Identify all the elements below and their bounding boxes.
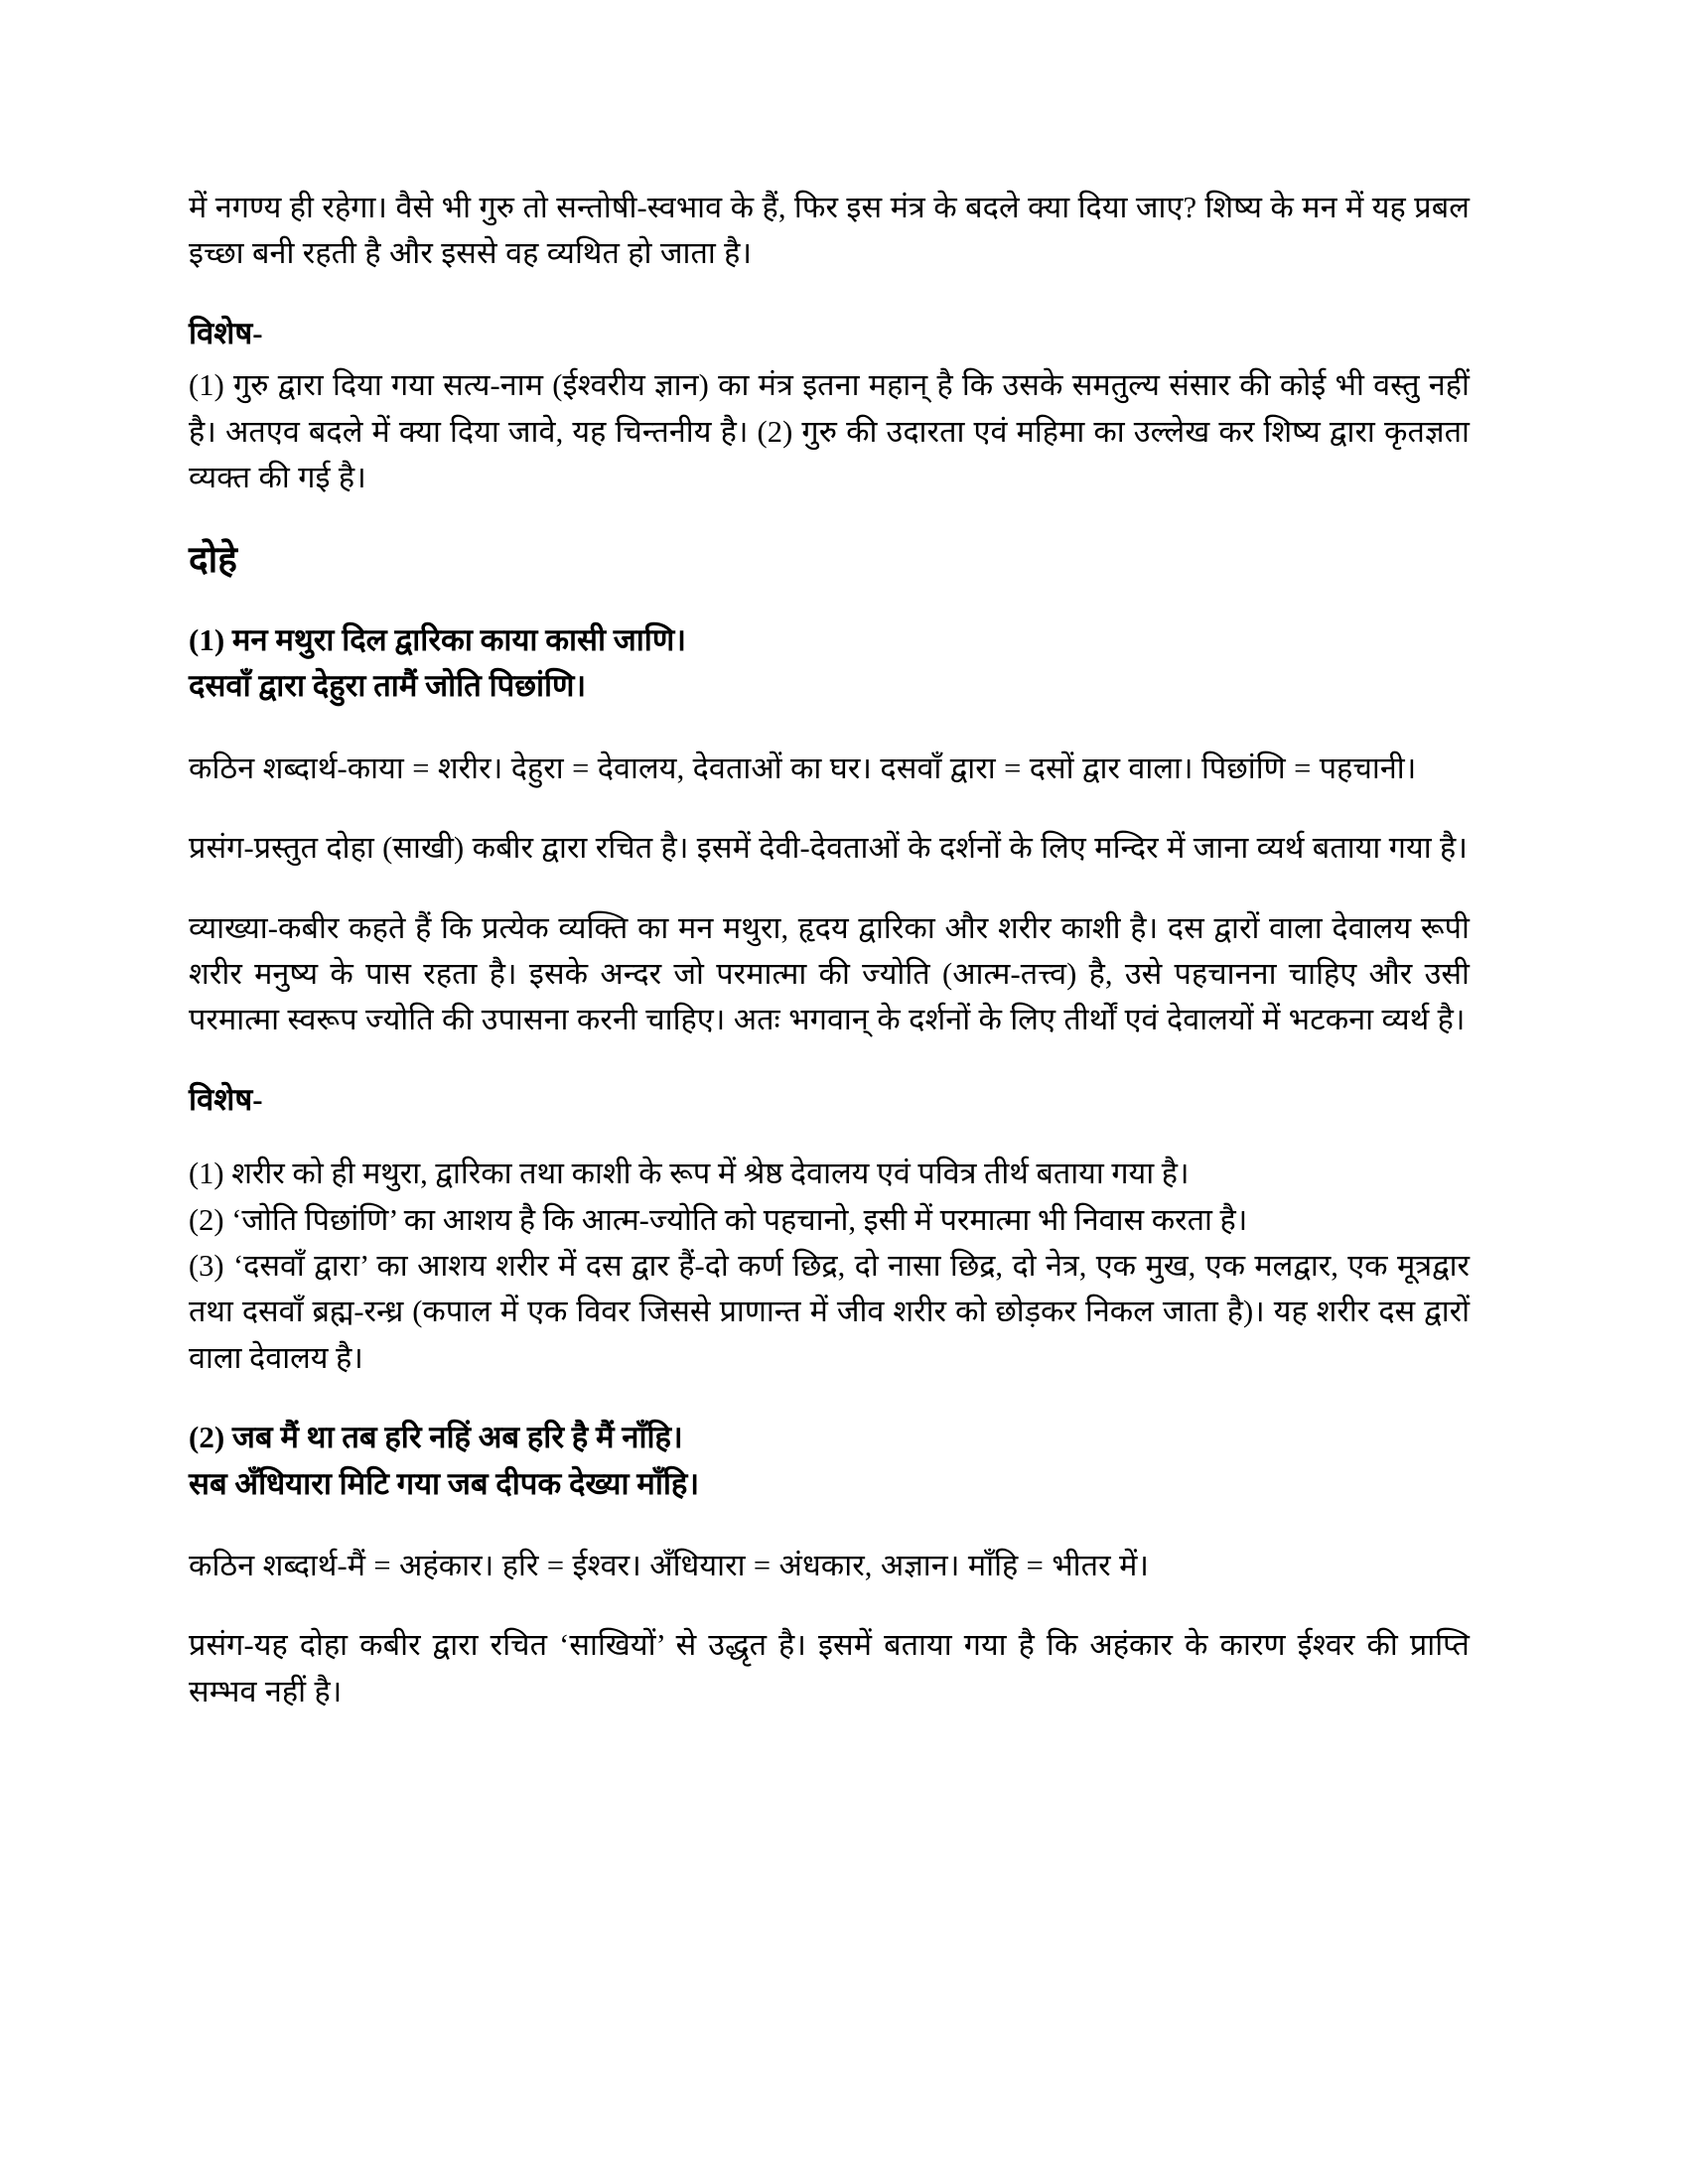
doha-2-prasang: प्रसंग-यह दोहा कबीर द्वारा रचित ‘साखियों’ से उद्धृत है। इसमें बताया गया है कि अहंकार के कारण ईश्वर की प्राप्ति सम्भव नहीं है। xyxy=(189,1628,1470,1708)
doha-1-vyakhya: व्याख्या-कबीर कहते हैं कि प्रत्येक व्यक्ति का मन मथुरा, हृदय द्वारिका और शरीर काशी है। दस द्वारों वाला देवालय रूपी शरीर मनुष्य के पास रहता है। इसके अन्दर जो परमात्मा की ज्योति (आत्म-तत्त्व) है, उसे पहचानना चाहिए और उसी परमात्मा स्वरूप ज्योति की उपासना करनी चाहिए। अतः भगवान् के दर्शनों के लिए तीर्थों एवं देवालयों में भटकना व्यर्थ है। xyxy=(189,910,1470,1037)
spacer xyxy=(189,1129,1470,1151)
vishesh-2-list xyxy=(189,1151,1470,1381)
dohe-section-heading: दोहे xyxy=(189,540,237,582)
vishesh-heading-1: विशेष- xyxy=(189,315,263,350)
doha-1-line-1: (1) मन मथुरा दिल द्वारिका काया कासी जाणि। xyxy=(189,621,686,657)
doha-2-couplet xyxy=(189,1415,1470,1507)
doha-2-line-2: सब अँधियारा मिटि गया जब दीपक देख्या माँहि। xyxy=(189,1465,700,1501)
doha-2-line-1: (2) जब मैं था तब हरि नहिं अब हरि है मैं नाँहि। xyxy=(189,1420,683,1455)
doha-1-prasang: प्रसंग-प्रस्तुत दोहा (साखी) कबीर द्वारा रचित है। इसमें देवी-देवताओं के दर्शनों के लिए मन्दिर में जाना व्यर्थ बताया गया है। xyxy=(189,831,1468,866)
vishesh-2-item-1: (1) शरीर को ही मथुरा, द्वारिका तथा काशी के रूप में श्रेष्ठ देवालय एवं पवित्र तीर्थ बताया गया है। xyxy=(189,1157,1190,1191)
vishesh-2-item-2: (2) ‘जोति पिछांणि’ का आशय है कि आत्म-ज्योति को पहचानो, इसी में परमात्मा भी निवास करता है। xyxy=(189,1202,1248,1237)
vishesh-heading-2: विशेष- xyxy=(189,1081,263,1117)
intro-paragraph: में नगण्य ही रहेगा। वैसे भी गुरु तो सन्तोषी-स्वभाव के हैं, फिर इस मंत्र के बदले क्या दिया जाए? शिष्य के मन में यह प्रबल इच्छा बनी रहती है और इससे वह व्यथित हो जाता है। xyxy=(189,191,1470,271)
page-content xyxy=(189,185,1470,1748)
doha-1-line-2: दसवाँ द्वारा देहुरा तामैं जोति पिछांणि। xyxy=(189,668,587,704)
vishesh-2-item-3: (3) ‘दसवाँ द्वारा’ का आशय शरीर में दस द्वार हैं-दो कर्ण छिद्र, दो नासा छिद्र, दो नेत्र, एक मुख, एक मलद्वार, एक मूत्रद्वार तथा दसवाँ ब्रह्म-रन्ध्र (कपाल में एक विवर जिससे प्राणान्त में जीव शरीर को छोड़कर निकल जाता है)। यह शरीर दस द्वारों वाला देवालय है। xyxy=(189,1248,1470,1375)
doha-2-shabdarth: कठिन शब्दार्थ-मैं = अहंकार। हरि = ईश्वर। अँधियारा = अंधकार, अज्ञान। माँहि = भीतर में। xyxy=(189,1549,1150,1583)
vishesh-1-body: (1) गुरु द्वारा दिया गया सत्य-नाम (ईश्वरीय ज्ञान) का मंत्र इतना महान् है कि उसके समतुल्य संसार की कोई भी वस्तु नहीं है। अतएव बदले में क्या दिया जावे, यह चिन्तनीय है। (2) गुरु की उदारता एवं महिमा का उल्लेख कर शिष्य द्वारा कृतज्ञता व्यक्त की गई है। xyxy=(189,368,1470,494)
doha-1-couplet xyxy=(189,617,1470,710)
doha-1-shabdarth: कठिन शब्दार्थ-काया = शरीर। देहुरा = देवालय, देवताओं का घर। दसवाँ द्वारा = दसों द्वार वाला। पिछांणि = पहचानी। xyxy=(189,751,1417,785)
